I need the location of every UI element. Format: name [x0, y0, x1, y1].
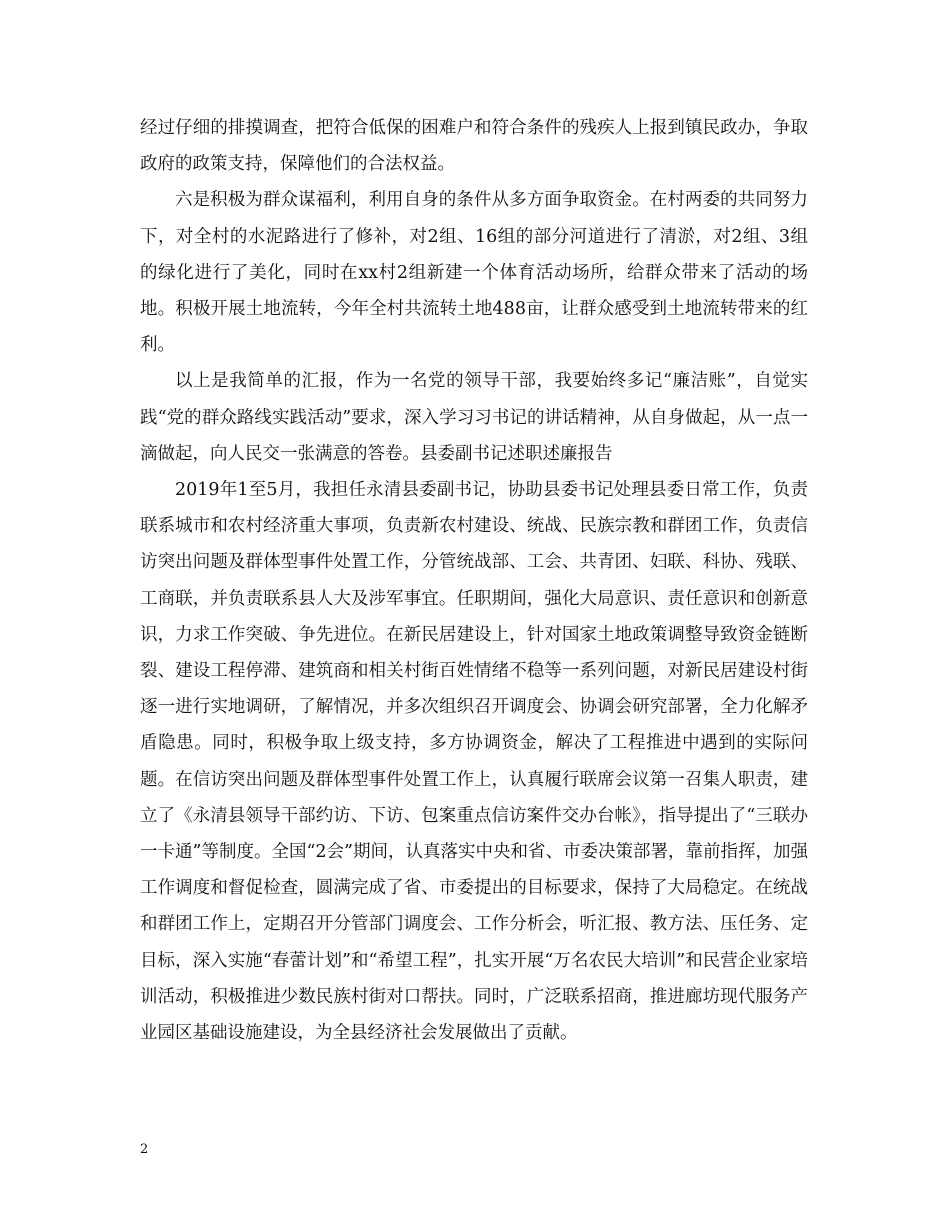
- paragraph-summary: 以上是我简单的汇报，作为一名党的领导干部，我要始终多记“廉洁账”，自觉实践“党的群众路线实践活动”要求，深入学习习书记的讲话精神，从自身做起，从一点一滴做起，向人民交一张满意的答卷。县委副书记述职述廉报告: [140, 371, 808, 464]
- paragraph-report: 2019年1至5月，我担任永清县委副书记，协助县委书记处理县委日常工作，负责联系城市和农村经济重大事项，负责新农村建设、统战、民族宗教和群团工作，负责信访突出问题及群体型事件处置工作，分管统战部、工会、共青团、妇联、科协、残联、工商联，并负责联系县人大及涉军事宜。任职期间，强化大局意识、责任意识和创新意识，力求工作突破、争先进位。在新民居建设上，针对国家土地政策调整导致资金链断裂、建设工程停滞、建筑商和相关村街百姓情绪不稳等一系列问题，对新民居建设村街逐一进行实地调研，了解情况，并多次组织召开调度会、协调会研究部署，全力化解矛盾隐患。同时，积极争取上级支持，多方协调资金，解决了工程推进中遇到的实际问题。在信访突出问题及群体型事件处置工作上，认真履行联席会议第一召集人职责，建立了《永清县领导干部约访、下访、包案重点信访案件交办台帐》，指导提出了“三联办一卡通”等制度。全国“2会”期间，认真落实中央和省、市委决策部署，靠前指挥，加强工作调度和督促检查，圆满完成了省、市委提出的目标要求，保持了大局稳定。在统战和群团工作上，定期召开分管部门调度会、工作分析会，听汇报、教方法、压任务、定目标，深入实施“春蕾计划”和“希望工程”，扎实开展“万名农民大培训”和民营企业家培训活动，积极推进少数民族村街对口帮扶。同时，广泛联系招商，推进廊坊现代服务产业园区基础设施建设，为全县经济社会发展做出了贡献。: [140, 480, 808, 1044]
- paragraph-welfare: 六是积极为群众谋福利，利用自身的条件从多方面争取资金。在村两委的共同努力下，对全村的水泥路进行了修补，对2组、16组的部分河道进行了清淤，对2组、3组的绿化进行了美化，同时在xx村2组新建一个体育活动场所，给群众带来了活动的场地。积极开展土地流转，今年全村共流转土地488亩，让群众感受到土地流转带来的红利。: [140, 190, 808, 356]
- paragraph-continuation: 经过仔细的排摸调查，把符合低保的困难户和符合条件的残疾人上报到镇民政办，争取政府的政策支持，保障他们的合法权益。: [140, 118, 808, 175]
- document-body: [140, 110, 808, 1051]
- page-number: 2: [140, 1142, 149, 1157]
